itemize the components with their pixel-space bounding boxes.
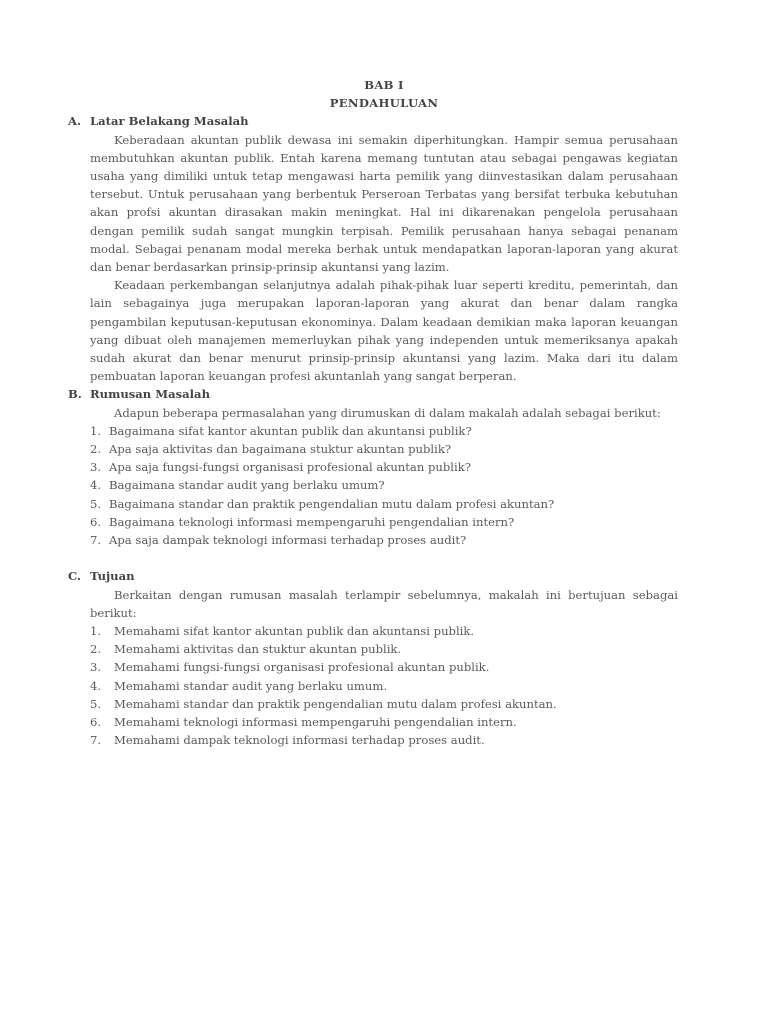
list-item <box>90 476 678 494</box>
list-item <box>90 658 678 676</box>
list-item-number: 7. <box>90 533 102 548</box>
section-b-title: Rumusan Masalah <box>90 387 210 402</box>
list-item-text: Memahami dampak teknologi informasi terhadap proses audit. <box>114 733 485 748</box>
document-body <box>68 76 678 750</box>
list-item-text: Memahami aktivitas dan stuktur akuntan publik. <box>114 642 402 657</box>
list-item-number: 6. <box>90 514 102 529</box>
list-item-text: Bagaimana sifat kantor akuntan publik dan akuntansi publik? <box>109 423 472 438</box>
section-c-title: Tujuan <box>90 569 135 584</box>
list-item <box>90 513 678 531</box>
list-item <box>90 495 678 513</box>
list-item-number: 4. <box>90 678 102 693</box>
list-item-number: 7. <box>90 733 102 748</box>
list-item-text: Memahami fungsi-fungsi organisasi profesional akuntan publik. <box>114 660 490 675</box>
list-item <box>90 531 678 549</box>
list-item-text: Bagaimana teknologi informasi mempengaruhi pengendalian intern? <box>109 514 515 529</box>
list-item-number: 5. <box>90 696 102 711</box>
list-item <box>90 713 678 731</box>
list-item-text: Apa saja dampak teknologi informasi terhadap proses audit? <box>109 533 467 548</box>
list-item-number: 5. <box>90 496 102 511</box>
chapter-title: PENDAHULUAN <box>329 96 439 111</box>
list-item-text: Bagaimana standar dan praktik pengendalian mutu dalam profesi akuntan? <box>109 496 555 511</box>
list-item <box>90 458 678 476</box>
list-item <box>90 422 678 440</box>
section-b-heading <box>68 385 678 403</box>
list-item-number: 6. <box>90 715 102 730</box>
chapter-number: BAB I <box>364 78 404 92</box>
list-item-text: Memahami standar dan praktik pengendalian mutu dalam profesi akuntan. <box>114 696 557 711</box>
list-item-text: Memahami standar audit yang berlaku umum. <box>114 678 388 693</box>
list-item-number: 1. <box>90 423 102 438</box>
blank-line <box>90 549 678 567</box>
list-item-text: Memahami teknologi informasi mempengaruhi pengendalian intern. <box>114 715 517 730</box>
list-item <box>90 440 678 458</box>
section-a-heading <box>68 112 678 130</box>
list-item-number: 1. <box>90 624 102 639</box>
list-item <box>90 640 678 658</box>
section-a-title: Latar Belakang Masalah <box>90 114 249 129</box>
list-item-number: 2. <box>90 442 102 457</box>
list-item-text: Apa saja fungsi-fungsi organisasi profesional akuntan publik? <box>109 460 471 475</box>
section-a-paragraph-2: Keadaan perkembangan selanjutnya adalah pihak-pihak luar seperti kreditu, pemerintah, dan lain sebagainya juga merupakan laporan-laporan yang akurat dan benar dalam rangka pengambilan keputusan-keputusan ekonominya. Dalam keadaan demikian maka laporan keuangan yang dibuat oleh manajemen memerluykan pihak yang independen untuk memeriksanya apakah sudah akurat dan benar menurut prinsip-prinsip akuntansi yang lazim. Maka dari itu dalam pembuatan laporan keuangan profesi akuntanlah yang sangat berperan. <box>90 278 678 384</box>
objective-list <box>90 622 678 749</box>
list-item <box>90 677 678 695</box>
list-item <box>90 695 678 713</box>
list-item-number: 3. <box>90 460 102 475</box>
list-item <box>90 622 678 640</box>
list-item-text: Memahami sifat kantor akuntan publik dan akuntansi publik. <box>114 624 475 639</box>
list-item-text: Bagaimana standar audit yang berlaku umum? <box>109 478 385 493</box>
list-item-number: 4. <box>90 478 102 493</box>
section-c-letter: C. <box>68 569 82 584</box>
section-b-letter: B. <box>68 387 82 402</box>
section-c-intro: Berkaitan dengan rumusan masalah terlampir sebelumnya, makalah ini bertujuan sebagai berikut: <box>90 587 678 620</box>
section-c-heading <box>68 567 678 585</box>
section-a-letter: A. <box>68 114 82 129</box>
section-a-paragraph-1: Keberadaan akuntan publik dewasa ini semakin diperhitungkan. Hampir semua perusahaan membutuhkan akuntan publik. Entah karena memang tuntutan atau sebagai pengawas kegiatan usaha yang dimiliki untuk tetap mengawasi harta pemilik yang diinvestasikan dalam perusahaan tersebut. Untuk perusahaan yang berbentuk Perseroan Terbatas yang bersifat terbuka kebutuhan akan profsi akuntan dirasakan makin meningkat. Hal ini dikarenakan pengelola perusahaan dengan pemilik sudah sangat mungkin terpisah. Pemilik perusahaan hanya sebagai penanam modal. Sebagai penanam modal mereka berhak untuk mendapatkan laporan-laporan yang akurat dan benar berdasarkan prinsip-prinsip akuntansi yang lazim. <box>90 132 678 275</box>
section-b-intro: Adapun beberapa permasalahan yang dirumuskan di dalam makalah adalah sebagai berikut: <box>114 405 661 420</box>
problem-list <box>90 422 678 549</box>
list-item <box>90 731 678 749</box>
list-item-number: 2. <box>90 642 102 657</box>
list-item-text: Apa saja aktivitas dan bagaimana stuktur akuntan publik? <box>109 442 452 457</box>
list-item-number: 3. <box>90 660 102 675</box>
